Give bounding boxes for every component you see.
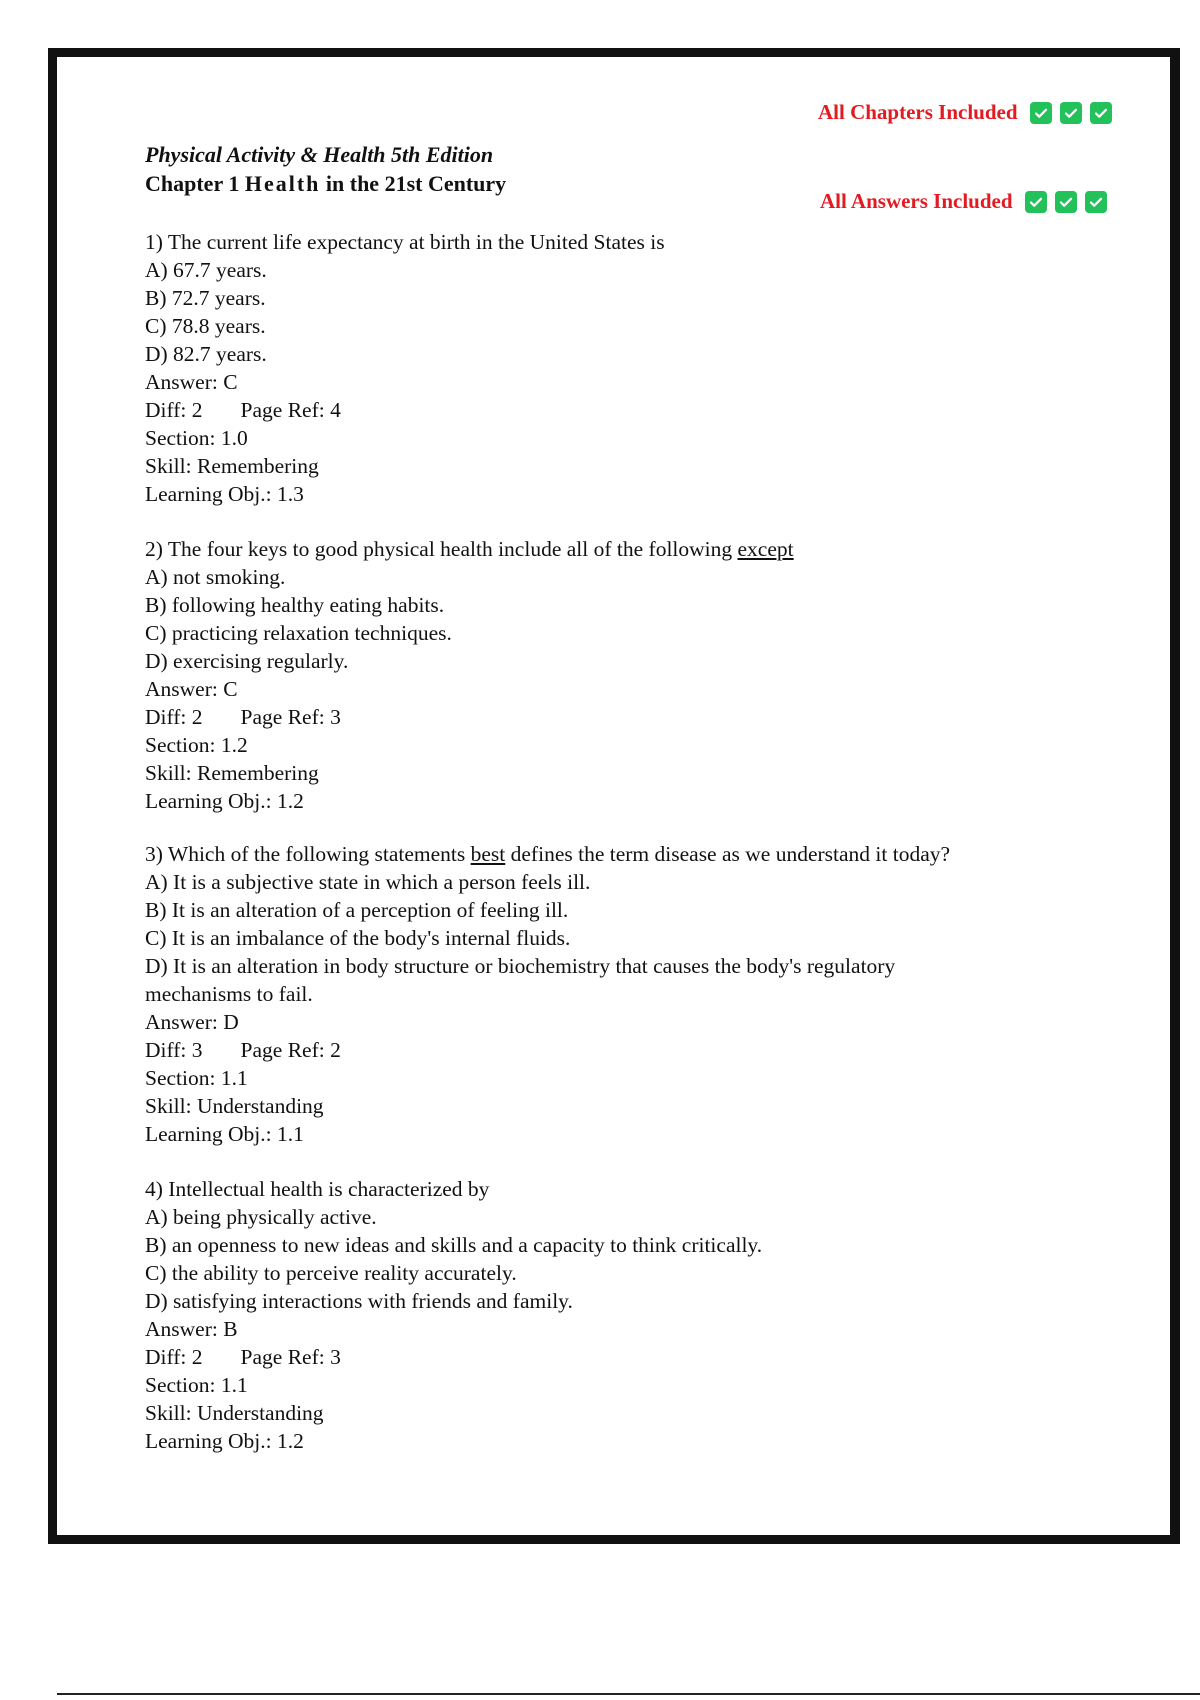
skill: Skill: Understanding xyxy=(145,1401,324,1425)
diff: Diff: 2 xyxy=(145,398,203,422)
question-stem: 1) The current life expectancy at birth in the United States is xyxy=(145,230,665,254)
bottom-rule xyxy=(57,1693,1200,1695)
option-c: C) It is an imbalance of the body's internal fluids. xyxy=(145,926,571,950)
option-c: C) practicing relaxation techniques. xyxy=(145,621,452,645)
all-chapters-badge xyxy=(818,100,1112,125)
all-answers-badge xyxy=(820,189,1107,214)
question-4 xyxy=(145,1175,762,1455)
option-a: A) It is a subjective state in which a person feels ill. xyxy=(145,870,591,894)
learning-obj: Learning Obj.: 1.2 xyxy=(145,789,304,813)
check-icon xyxy=(1090,102,1112,124)
check-icon xyxy=(1060,102,1082,124)
chapter-prefix: Chapter 1 xyxy=(145,171,240,196)
diff: Diff: 2 xyxy=(145,1345,203,1369)
check-icon xyxy=(1085,191,1107,213)
answer: Answer: D xyxy=(145,1010,239,1034)
book-title: Physical Activity & Health 5th Edition xyxy=(145,142,494,167)
chapter-heading xyxy=(145,171,506,197)
stem-text: 3) Which of the following statements xyxy=(145,842,471,866)
option-d: D) satisfying interactions with friends and family. xyxy=(145,1289,573,1313)
diff-page-ref xyxy=(145,1343,762,1371)
page-ref: Page Ref: 4 xyxy=(240,398,341,422)
section: Section: 1.1 xyxy=(145,1373,248,1397)
diff: Diff: 2 xyxy=(145,705,203,729)
learning-obj: Learning Obj.: 1.3 xyxy=(145,482,304,506)
stem-text: 2) The four keys to good physical health include all of the following xyxy=(145,537,738,561)
option-c: C) 78.8 years. xyxy=(145,314,266,338)
stem-underlined: except xyxy=(737,537,794,561)
stem-underlined: best xyxy=(470,842,506,866)
diff-page-ref xyxy=(145,703,794,731)
chapter-spaced-word: Health xyxy=(244,171,321,196)
question-1 xyxy=(145,228,665,508)
section: Section: 1.1 xyxy=(145,1066,248,1090)
diff-page-ref xyxy=(145,396,665,424)
learning-obj: Learning Obj.: 1.2 xyxy=(145,1429,304,1453)
skill: Skill: Remembering xyxy=(145,454,319,478)
option-d: D) exercising regularly. xyxy=(145,649,349,673)
option-d: D) 82.7 years. xyxy=(145,342,267,366)
page-ref: Page Ref: 3 xyxy=(240,1345,341,1369)
option-a: A) not smoking. xyxy=(145,565,286,589)
question-stem: 4) Intellectual health is characterized by xyxy=(145,1177,490,1201)
question-3 xyxy=(145,840,1005,1148)
all-chapters-label: All Chapters Included xyxy=(818,100,1018,124)
option-b: B) an openness to new ideas and skills and a capacity to think critically. xyxy=(145,1233,763,1257)
section: Section: 1.0 xyxy=(145,426,248,450)
stem-text-end: defines the term disease as we understand it today? xyxy=(505,842,951,866)
all-answers-label: All Answers Included xyxy=(820,189,1013,213)
skill: Skill: Remembering xyxy=(145,761,319,785)
option-d: D) It is an alteration in body structure or biochemistry that causes the body's regulatory mechanisms to fail. xyxy=(145,954,896,1006)
check-icon xyxy=(1030,102,1052,124)
option-b: B) 72.7 years. xyxy=(145,286,266,310)
option-a: A) 67.7 years. xyxy=(145,258,267,282)
skill: Skill: Understanding xyxy=(145,1094,324,1118)
option-c: C) the ability to perceive reality accurately. xyxy=(145,1261,517,1285)
check-icon xyxy=(1025,191,1047,213)
diff: Diff: 3 xyxy=(145,1038,203,1062)
check-icon xyxy=(1055,191,1077,213)
answer: Answer: C xyxy=(145,370,238,394)
answer: Answer: C xyxy=(145,677,238,701)
learning-obj: Learning Obj.: 1.1 xyxy=(145,1122,304,1146)
question-2 xyxy=(145,535,794,815)
chapter-suffix: in the 21st Century xyxy=(325,171,507,196)
diff-page-ref xyxy=(145,1036,1005,1064)
option-b: B) following healthy eating habits. xyxy=(145,593,445,617)
answer: Answer: B xyxy=(145,1317,238,1341)
page-ref: Page Ref: 2 xyxy=(240,1038,341,1062)
page-ref: Page Ref: 3 xyxy=(240,705,341,729)
question-stem xyxy=(145,840,1005,868)
section: Section: 1.2 xyxy=(145,733,248,757)
option-a: A) being physically active. xyxy=(145,1205,377,1229)
question-stem xyxy=(145,535,794,563)
option-b: B) It is an alteration of a perception of feeling ill. xyxy=(145,898,569,922)
